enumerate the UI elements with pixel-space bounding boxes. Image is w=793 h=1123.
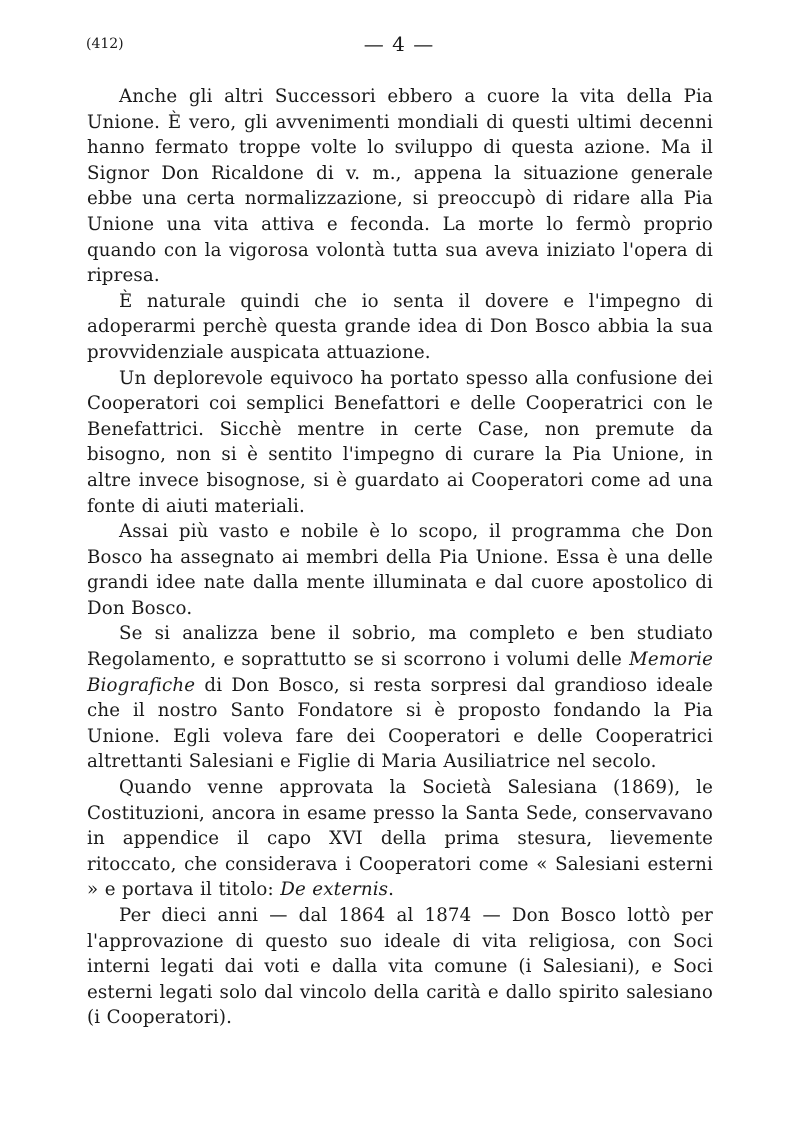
paragraph-text: di Don Bosco, si resta sorpresi dal grandioso ideale che il nostro Santo Fondatore si è proposto fondando la Pia Unione. Egli voleva fare dei Cooperatori e delle Cooperatrici altrettanti Salesiani e Figlie di Maria Ausiliatrice nel secolo. bbox=[87, 674, 713, 773]
paragraph: Assai più vasto e nobile è lo scopo, il programma che Don Bosco ha assegnato ai membri della Pia Unione. Essa è una delle grandi idee nate dalla mente illuminata e dal cuore apostolico di Don Bosco. bbox=[87, 521, 713, 619]
paragraph-text: Quando venne approvata la Società Salesiana (1869), le Costituzioni, ancora in esame presso la Santa Sede, conservavano in appendice il capo XVI della prima stesura, lievemente ritoccato, che considerava i Cooperatori come « Salesiani esterni » e portava il titolo: bbox=[87, 777, 713, 901]
italic-title: De externis bbox=[280, 879, 389, 901]
running-head bbox=[86, 32, 712, 62]
paragraph: Per dieci anni — dal 1864 al 1874 — Don Bosco lottò per l'approvazione di questo suo ideale di vita religiosa, con Soci interni legati dai voti e dalla vita comune (i Salesiani), e Soci esterni legati solo dal vincolo della carità e dallo spirito salesiano (i Cooperatori). bbox=[87, 905, 713, 1029]
paragraph: Un deplorevole equivoco ha portato spesso alla confusione dei Cooperatori coi semplici Benefattori e delle Cooperatrici con le Benefattrici. Sicchè mentre in certe Case, non premute da bisogno, non si è sentito l'impegno di curare la Pia Unione, in altre invece bisognose, si è guardato ai Cooperatori come ad una fonte di aiuti materiali. bbox=[87, 367, 713, 517]
page-code: (412) bbox=[86, 36, 124, 52]
paragraph: È naturale quindi che io senta il dovere e l'impegno di adoperarmi perchè questa grande idea di Don Bosco abbia la sua provvidenziale auspicata attuazione. bbox=[87, 290, 713, 363]
body-text bbox=[87, 84, 713, 1031]
page-number: — 4 — bbox=[363, 32, 435, 56]
paragraph-text: Se si analizza bene il sobrio, ma completo e ben studiato Regolamento, e soprattutto se si scorrono i volumi delle bbox=[87, 623, 713, 671]
paragraph bbox=[87, 621, 713, 775]
paragraph-text: . bbox=[388, 879, 395, 901]
paragraph: Anche gli altri Successori ebbero a cuore la vita della Pia Unione. È vero, gli avvenimenti mondiali di questi ultimi decenni hanno fermato troppe volte lo sviluppo di questa azione. Ma il Signor Don Ricaldone di v. m., appena la situazione generale ebbe una certa normalizzazione, si preoccupò di ridare alla Pia Unione una vita attiva e feconda. La morte lo fermò proprio quando con la vigorosa volontà tutta sua aveva iniziato l'opera di ripresa. bbox=[87, 86, 713, 287]
italic-title: Memorie Biografiche bbox=[87, 649, 713, 696]
paragraph bbox=[87, 775, 713, 903]
